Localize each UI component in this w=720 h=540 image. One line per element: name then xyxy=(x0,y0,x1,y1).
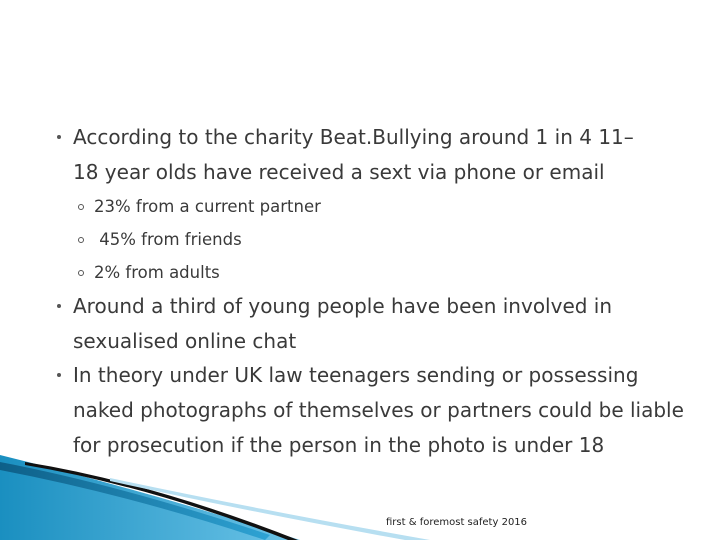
bullet-text: According to the charity Beat.Bullying around 1 in 4 11–18 year olds have received a sext via phone or email xyxy=(73,125,634,184)
bullet-dot xyxy=(57,304,61,308)
sub-bullet-ring xyxy=(78,270,84,276)
bullet-text: In theory under UK law teenagers sending or possessing naked photographs of themselves or partners could be liable for prosecution if the person in the photo is under 18 xyxy=(73,363,684,457)
sub-bullet-text: 23% from a current partner xyxy=(94,197,321,216)
sub-bullet-ring xyxy=(78,204,84,210)
footer-text: first & foremost safety 2016 xyxy=(386,517,528,528)
sub-bullet-ring xyxy=(78,237,84,243)
bullet-dot xyxy=(57,373,61,377)
sub-bullet-text: 2% from adults xyxy=(94,263,220,282)
sub-bullet-text: 45% from friends xyxy=(94,230,242,249)
bullet-text: Around a third of young people have been involved in sexualised online chat xyxy=(73,294,613,353)
bullet-dot xyxy=(57,135,61,139)
